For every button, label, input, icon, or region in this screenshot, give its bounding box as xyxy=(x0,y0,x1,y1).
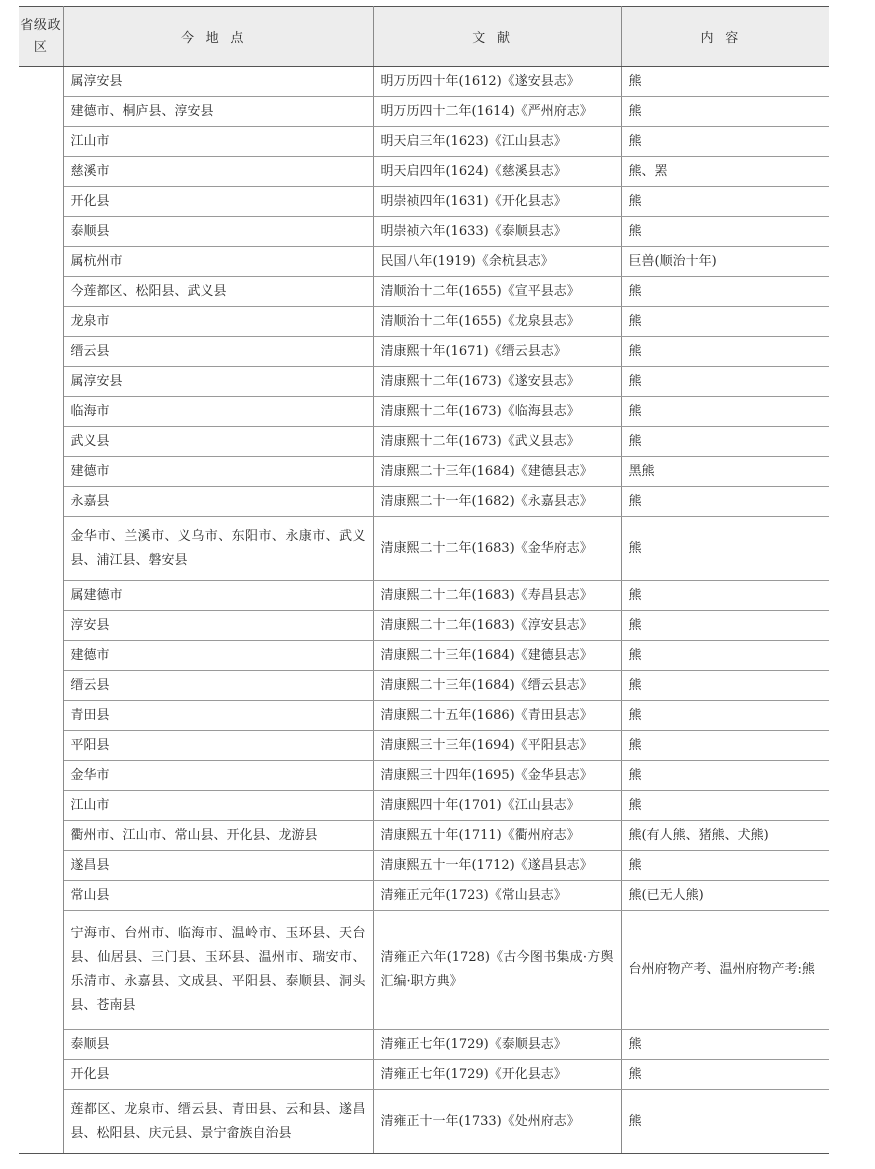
table-row xyxy=(19,397,829,427)
table-row xyxy=(19,187,829,217)
place-cell: 江山市 xyxy=(63,127,373,157)
content-cell: 巨兽(顺治十年) xyxy=(621,247,829,277)
table-body xyxy=(19,67,829,1154)
place-cell: 属淳安县 xyxy=(63,367,373,397)
table-row xyxy=(19,277,829,307)
place-cell: 淳安县 xyxy=(63,611,373,641)
content-cell: 熊 xyxy=(621,791,829,821)
table-row xyxy=(19,457,829,487)
place-cell: 金华市、兰溪市、义乌市、东阳市、永康市、武义县、浦江县、磐安县 xyxy=(63,517,373,581)
source-cell: 明崇祯四年(1631)《开化县志》 xyxy=(373,187,621,217)
content-cell: 熊 xyxy=(621,307,829,337)
source-cell: 明万历四十二年(1614)《严州府志》 xyxy=(373,97,621,127)
source-cell: 清康熙二十三年(1684)《建德县志》 xyxy=(373,457,621,487)
table-row xyxy=(19,821,829,851)
content-cell: 熊 xyxy=(621,517,829,581)
content-cell: 熊 xyxy=(621,277,829,307)
source-cell: 清顺治十二年(1655)《龙泉县志》 xyxy=(373,307,621,337)
source-cell: 清雍正七年(1729)《开化县志》 xyxy=(373,1060,621,1090)
table-row xyxy=(19,67,829,97)
content-cell: 熊 xyxy=(621,67,829,97)
table-row xyxy=(19,1060,829,1090)
place-cell: 属建德市 xyxy=(63,581,373,611)
source-cell: 清雍正元年(1723)《常山县志》 xyxy=(373,881,621,911)
content-cell: 熊 xyxy=(621,397,829,427)
table-row xyxy=(19,97,829,127)
table-header xyxy=(19,7,829,67)
source-cell: 清康熙十二年(1673)《武义县志》 xyxy=(373,427,621,457)
source-cell: 清康熙二十二年(1683)《金华府志》 xyxy=(373,517,621,581)
source-cell: 民国八年(1919)《余杭县志》 xyxy=(373,247,621,277)
table-row xyxy=(19,701,829,731)
content-cell: 熊 xyxy=(621,97,829,127)
place-cell: 金华市 xyxy=(63,761,373,791)
content-cell: 熊 xyxy=(621,641,829,671)
table-row xyxy=(19,127,829,157)
content-cell: 黑熊 xyxy=(621,457,829,487)
place-cell: 属淳安县 xyxy=(63,67,373,97)
content-cell: 熊 xyxy=(621,1090,829,1154)
source-cell: 清康熙五十年(1711)《衢州府志》 xyxy=(373,821,621,851)
content-cell: 熊 xyxy=(621,761,829,791)
table-row xyxy=(19,367,829,397)
source-cell: 清康熙二十二年(1683)《淳安县志》 xyxy=(373,611,621,641)
source-cell: 清雍正六年(1728)《古今图书集成·方舆汇编·职方典》 xyxy=(373,911,621,1030)
content-cell: 熊 xyxy=(621,127,829,157)
source-cell: 清雍正十一年(1733)《处州府志》 xyxy=(373,1090,621,1154)
place-cell: 慈溪市 xyxy=(63,157,373,187)
table-row xyxy=(19,1030,829,1060)
content-cell: 熊 xyxy=(621,581,829,611)
source-cell: 清顺治十二年(1655)《宣平县志》 xyxy=(373,277,621,307)
place-cell: 泰顺县 xyxy=(63,217,373,247)
source-cell: 清康熙五十一年(1712)《遂昌县志》 xyxy=(373,851,621,881)
place-cell: 青田县 xyxy=(63,701,373,731)
content-cell: 熊 xyxy=(621,487,829,517)
source-cell: 清康熙三十四年(1695)《金华县志》 xyxy=(373,761,621,791)
table-row xyxy=(19,671,829,701)
source-cell: 明万历四十年(1612)《遂安县志》 xyxy=(373,67,621,97)
place-cell: 开化县 xyxy=(63,1060,373,1090)
content-cell: 熊 xyxy=(621,337,829,367)
table-row xyxy=(19,881,829,911)
place-cell: 建德市 xyxy=(63,457,373,487)
content-cell: 熊 xyxy=(621,187,829,217)
table-row xyxy=(19,307,829,337)
content-cell: 熊 xyxy=(621,1030,829,1060)
place-cell: 平阳县 xyxy=(63,731,373,761)
table-row xyxy=(19,337,829,367)
table-row xyxy=(19,851,829,881)
table-row xyxy=(19,641,829,671)
historical-records-table xyxy=(19,6,829,1154)
source-cell: 清康熙二十二年(1683)《寿昌县志》 xyxy=(373,581,621,611)
source-cell: 清康熙十二年(1673)《遂安县志》 xyxy=(373,367,621,397)
table-row xyxy=(19,427,829,457)
source-cell: 清康熙二十一年(1682)《永嘉县志》 xyxy=(373,487,621,517)
table-row xyxy=(19,217,829,247)
place-cell: 衢州市、江山市、常山县、开化县、龙游县 xyxy=(63,821,373,851)
place-cell: 建德市 xyxy=(63,641,373,671)
header-place: 今地点 xyxy=(63,7,373,67)
content-cell: 熊 xyxy=(621,1060,829,1090)
place-cell: 缙云县 xyxy=(63,671,373,701)
content-cell: 熊 xyxy=(621,367,829,397)
place-cell: 莲都区、龙泉市、缙云县、青田县、云和县、遂昌县、松阳县、庆元县、景宁畲族自治县 xyxy=(63,1090,373,1154)
source-cell: 清康熙二十三年(1684)《缙云县志》 xyxy=(373,671,621,701)
content-cell: 台州府物产考、温州府物产考:熊 xyxy=(621,911,829,1030)
table-row xyxy=(19,487,829,517)
place-cell: 常山县 xyxy=(63,881,373,911)
header-content: 内容 xyxy=(621,7,829,67)
place-cell: 临海市 xyxy=(63,397,373,427)
table-row xyxy=(19,247,829,277)
content-cell: 熊 xyxy=(621,731,829,761)
place-cell: 宁海市、台州市、临海市、温岭市、玉环县、天台县、仙居县、三门县、玉环县、温州市、瑞安市、乐清市、永嘉县、文成县、平阳县、泰顺县、洞头县、苍南县 xyxy=(63,911,373,1030)
table-row xyxy=(19,611,829,641)
province-cell xyxy=(19,67,63,1154)
table-row xyxy=(19,791,829,821)
content-cell: 熊 xyxy=(621,217,829,247)
source-cell: 清康熙四十年(1701)《江山县志》 xyxy=(373,791,621,821)
place-cell: 今莲都区、松阳县、武义县 xyxy=(63,277,373,307)
place-cell: 建德市、桐庐县、淳安县 xyxy=(63,97,373,127)
place-cell: 开化县 xyxy=(63,187,373,217)
table-row xyxy=(19,581,829,611)
table-row xyxy=(19,761,829,791)
header-source: 文献 xyxy=(373,7,621,67)
source-cell: 清康熙二十五年(1686)《青田县志》 xyxy=(373,701,621,731)
content-cell: 熊 xyxy=(621,427,829,457)
source-cell: 明天启四年(1624)《慈溪县志》 xyxy=(373,157,621,187)
place-cell: 永嘉县 xyxy=(63,487,373,517)
place-cell: 江山市 xyxy=(63,791,373,821)
content-cell: 熊(已无人熊) xyxy=(621,881,829,911)
content-cell: 熊、罴 xyxy=(621,157,829,187)
source-cell: 清康熙三十三年(1694)《平阳县志》 xyxy=(373,731,621,761)
table-row xyxy=(19,731,829,761)
place-cell: 泰顺县 xyxy=(63,1030,373,1060)
place-cell: 龙泉市 xyxy=(63,307,373,337)
source-cell: 清康熙二十三年(1684)《建德县志》 xyxy=(373,641,621,671)
content-cell: 熊 xyxy=(621,851,829,881)
content-cell: 熊 xyxy=(621,671,829,701)
content-cell: 熊 xyxy=(621,611,829,641)
source-cell: 清雍正七年(1729)《泰顺县志》 xyxy=(373,1030,621,1060)
table-row xyxy=(19,517,829,581)
content-cell: 熊 xyxy=(621,701,829,731)
table-row xyxy=(19,157,829,187)
place-cell: 缙云县 xyxy=(63,337,373,367)
content-cell: 熊(有人熊、猪熊、犬熊) xyxy=(621,821,829,851)
place-cell: 武义县 xyxy=(63,427,373,457)
source-cell: 明天启三年(1623)《江山县志》 xyxy=(373,127,621,157)
header-row xyxy=(19,7,829,67)
source-cell: 明崇祯六年(1633)《泰顺县志》 xyxy=(373,217,621,247)
place-cell: 属杭州市 xyxy=(63,247,373,277)
table-row xyxy=(19,911,829,1030)
place-cell: 遂昌县 xyxy=(63,851,373,881)
table-row xyxy=(19,1090,829,1154)
source-cell: 清康熙十二年(1673)《临海县志》 xyxy=(373,397,621,427)
header-province: 省级政区 xyxy=(19,7,63,67)
source-cell: 清康熙十年(1671)《缙云县志》 xyxy=(373,337,621,367)
